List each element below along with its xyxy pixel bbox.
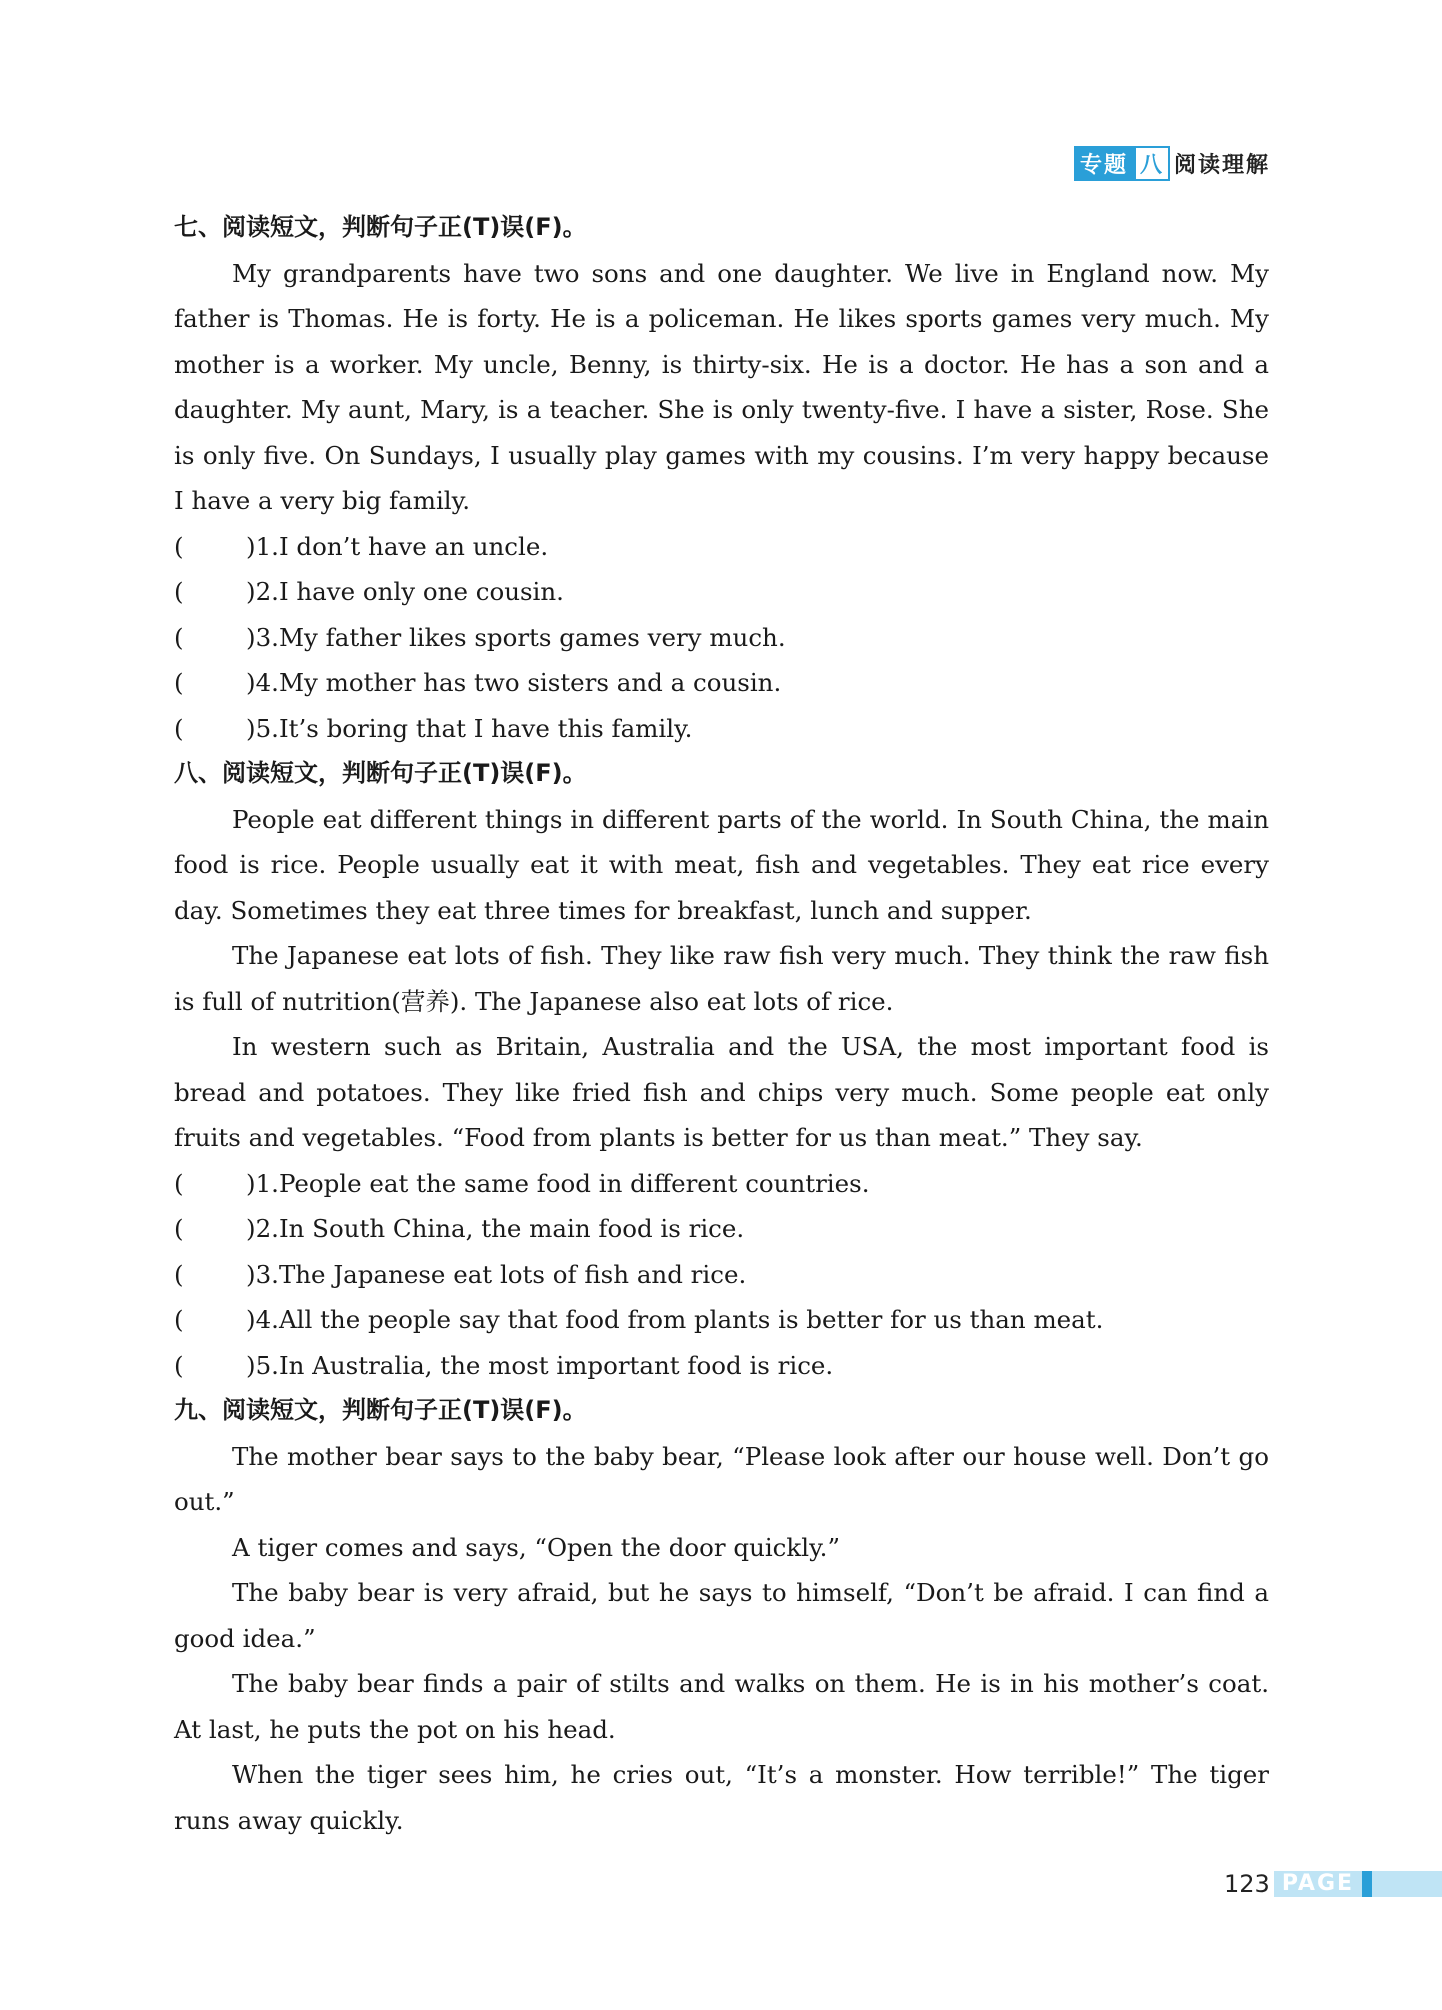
question-text: 5.In Australia, the most important food is rice.: [255, 1350, 834, 1380]
tag-label: 专题: [1074, 146, 1134, 181]
answer-blank[interactable]: [196, 706, 246, 752]
answer-paren-open: (: [174, 1168, 184, 1198]
question-item: [174, 1161, 1269, 1207]
page-label: PAGE: [1274, 1871, 1362, 1897]
answer-blank[interactable]: [196, 524, 246, 570]
answer-paren-open: (: [174, 1350, 184, 1380]
section-8: [174, 751, 1269, 1388]
section-tag: [1074, 146, 1270, 181]
answer-paren-open: (: [174, 713, 184, 743]
answer-paren-close: ): [246, 1168, 256, 1198]
question-text: 4.My mother has two sisters and a cousin.: [255, 668, 782, 697]
passage-paragraph: People eat different things in different parts of the world. In South China, the main food is rice. People usually eat it with meat, fish and vegetables. They eat rice every day. Sometimes they eat three times for breakfast, lunch and supper.: [174, 804, 1269, 925]
section-heading: 八、阅读短文，判断句子正(T)误(F)。: [174, 759, 587, 787]
question-text: 5.It’s boring that I have this family.: [255, 713, 693, 743]
answer-paren-open: (: [174, 531, 184, 561]
section-heading: 九、阅读短文，判断句子正(T)误(F)。: [174, 1396, 587, 1424]
question-item: [174, 1206, 1269, 1252]
answer-blank[interactable]: [196, 1161, 246, 1207]
question-item: [174, 569, 1269, 615]
question-item: [174, 1297, 1269, 1343]
question-item: [174, 706, 1269, 752]
answer-blank[interactable]: [196, 1252, 246, 1298]
question-text: 1.People eat the same food in different countries.: [255, 1168, 870, 1198]
answer-paren-close: ): [246, 622, 256, 652]
answer-blank[interactable]: [196, 569, 246, 615]
answer-paren-close: ): [246, 668, 256, 697]
page-content: [174, 205, 1269, 1843]
passage-paragraph: The baby bear finds a pair of stilts and walks on them. He is in his mother’s coat. At last, he puts the pot on his head.: [174, 1669, 1269, 1744]
section-7: [174, 205, 1269, 751]
answer-blank[interactable]: [196, 1343, 246, 1389]
answer-paren-close: ): [246, 713, 256, 743]
page-bar: [1372, 1871, 1442, 1897]
page-bar-accent: [1362, 1871, 1372, 1897]
answer-blank[interactable]: [196, 660, 246, 706]
passage-paragraph: My grandparents have two sons and one daughter. We live in England now. My father is Thomas. He is forty. He is a policeman. He likes sports games very much. My mother is a worker. My uncle, Benny, is thirty-six. He is a doctor. He has a son and a daughter. My aunt, Mary, is a teacher. She is only twenty-five. I have a sister, Rose. She is only five. On Sundays, I usually play games with my cousins. I’m very happy because I have a very big family.: [174, 258, 1269, 515]
tag-title: 阅读理解: [1173, 153, 1270, 178]
passage-paragraph: The mother bear says to the baby bear, “Please look after our house well. Don’t go out.”: [174, 1441, 1269, 1516]
passage-paragraph: The baby bear is very afraid, but he says to himself, “Don’t be afraid. I can find a good idea.”: [174, 1578, 1269, 1653]
answer-paren-close: ): [246, 577, 256, 606]
answer-paren-close: ): [246, 531, 256, 561]
tag-number: 八: [1134, 146, 1170, 181]
question-item: [174, 660, 1269, 706]
page-footer: [1224, 1870, 1442, 1898]
answer-paren-close: ): [246, 1305, 256, 1334]
answer-blank[interactable]: [196, 1206, 246, 1252]
question-text: 3.The Japanese eat lots of fish and rice.: [255, 1259, 747, 1289]
question-text: 4.All the people say that food from plants is better for us than meat.: [255, 1305, 1104, 1334]
answer-paren-open: (: [174, 1259, 184, 1289]
answer-paren-close: ): [246, 1214, 256, 1243]
answer-paren-open: (: [174, 577, 184, 606]
answer-paren-open: (: [174, 622, 184, 652]
page-number: 123: [1224, 1870, 1270, 1898]
question-text: 2.I have only one cousin.: [255, 577, 564, 606]
passage-paragraph: A tiger comes and says, “Open the door quickly.”: [232, 1532, 840, 1562]
passage-paragraph: When the tiger sees him, he cries out, “It’s a monster. How terrible!” The tiger runs away quickly.: [174, 1760, 1269, 1835]
question-item: [174, 1252, 1269, 1298]
passage-paragraph: In western such as Britain, Australia and the USA, the most important food is bread and potatoes. They like fried fish and chips very much. Some people eat only fruits and vegetables. “Food from plants is better for us than meat.” They say.: [174, 1032, 1269, 1152]
question-item: [174, 615, 1269, 661]
answer-paren-close: ): [246, 1350, 256, 1380]
answer-paren-open: (: [174, 1305, 184, 1334]
answer-blank[interactable]: [196, 615, 246, 661]
section-9: [174, 1388, 1269, 1843]
question-item: [174, 524, 1269, 570]
question-text: 3.My father likes sports games very much.: [255, 622, 786, 652]
passage-paragraph: The Japanese eat lots of fish. They like raw fish very much. They think the raw fish is full of nutrition(营养). The Japanese also eat lots of rice.: [174, 941, 1269, 1016]
question-item: [174, 1343, 1269, 1389]
answer-blank[interactable]: [196, 1297, 246, 1343]
section-heading: 七、阅读短文，判断句子正(T)误(F)。: [174, 213, 587, 241]
answer-paren-open: (: [174, 1214, 184, 1243]
question-text: 1.I don’t have an uncle.: [255, 531, 549, 561]
question-text: 2.In South China, the main food is rice.: [255, 1214, 745, 1243]
answer-paren-close: ): [246, 1259, 256, 1289]
answer-paren-open: (: [174, 668, 184, 697]
